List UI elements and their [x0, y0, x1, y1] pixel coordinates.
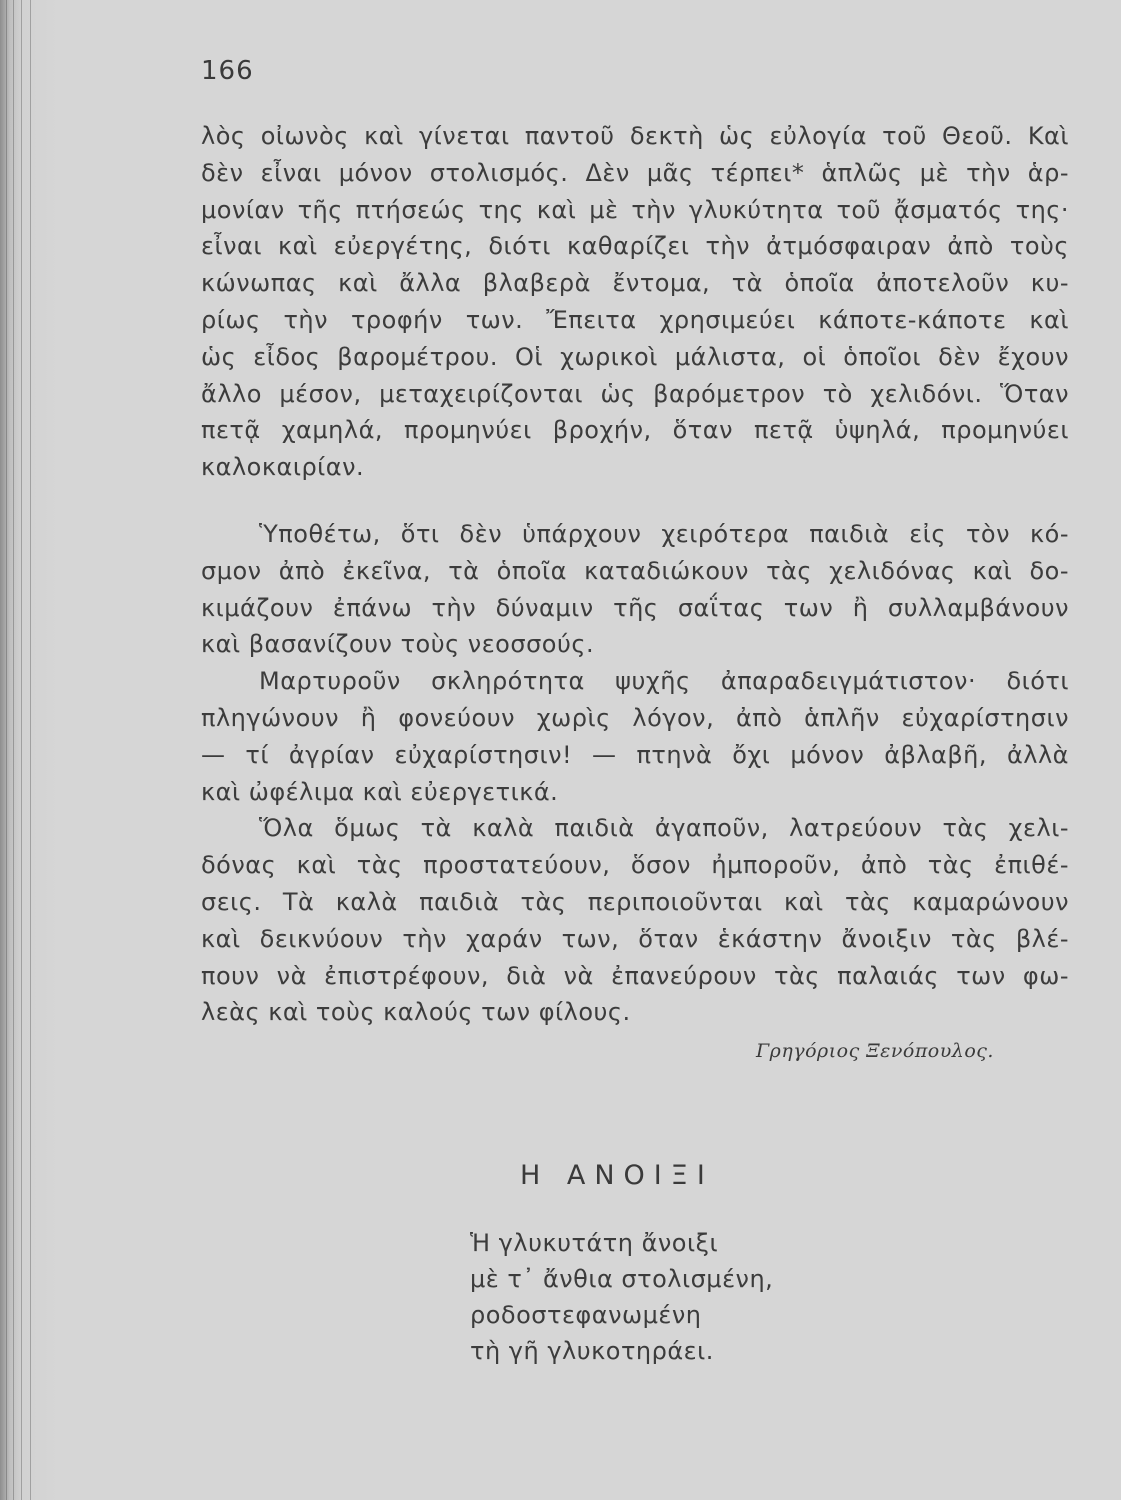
text-line: καὶ δεικνύουν τὴν χαράν των, ὅταν ἑκάστην ἄνοιξιν τὰς βλέ- [201, 924, 1069, 953]
text-line: καλοκαιρίαν. [201, 453, 365, 482]
text-line: Ὑποθέτω, ὅτι δὲν ὑπάρχουν χειρότερα παιδιὰ εἰς τὸν κό- [259, 519, 1069, 548]
text-line: δὲν εἶναι μόνον στολισμός. Δὲν μᾶς τέρπει* ἁπλῶς μὲ τὴν ἁρ- [201, 158, 1069, 187]
text-line: πουν νὰ ἐπιστρέφουν, διὰ νὰ ἐπανεύρουν τὰς παλαιάς των φω- [201, 961, 1069, 990]
text-line: — τί ἀγρίαν εὐχαρίστησιν! — πτηνὰ ὄχι μόνον ἀβλαβῆ, ἀλλὰ [201, 740, 1069, 769]
text-line: κιμάζουν ἐπάνω τὴν δύναμιν τῆς σαΐτας των ἢ συλλαμβάνουν [201, 593, 1069, 622]
text-line: Ὅλα ὅμως τὰ καλὰ παιδιὰ ἀγαποῦν, λατρεύουν τὰς χελι- [259, 814, 1069, 843]
page-number: 166 [201, 56, 254, 86]
text-line: λεὰς καὶ τοὺς καλούς των φίλους. [201, 998, 631, 1027]
paragraph-1 [201, 118, 1069, 486]
text-line: λὸς οἰωνὸς καὶ γίνεται παντοῦ δεκτὴ ὡς εὐλογία τοῦ Θεοῦ. Καὶ [201, 122, 1069, 150]
paragraph-gap [201, 486, 1069, 516]
binding-line [13, 0, 14, 1500]
text-line: Μαρτυροῦν σκληρότητα ψυχῆς ἀπαραδειγμάτιστον· διότι [259, 667, 1069, 696]
text-line: πληγώνουν ἢ φονεύουν χωρὶς λόγον, ἀπὸ ἁπλῆν εὐχαρίστησιν [201, 703, 1069, 732]
poem-line: Ἡ γλυκυτάτη ἄνοιξι [470, 1229, 719, 1257]
poem-stanza [470, 1225, 773, 1369]
text-line: σμον ἀπὸ ἐκεῖνα, τὰ ὁποῖα καταδιώκουν τὰς χελιδόνας καὶ δο- [201, 556, 1069, 585]
paragraph-3 [201, 663, 1069, 810]
text-line: ρίως τὴν τροφήν των. Ἔπειτα χρησιμεύει κάποτε-κάποτε καὶ [201, 305, 1069, 334]
poem-line: τὴ γῆ γλυκοτηράει. [470, 1337, 714, 1365]
text-line: ὡς εἶδος βαρομέτρου. Οἱ χωρικοὶ μάλιστα, οἱ ὁποῖοι δὲν ἔχουν [201, 342, 1069, 371]
paragraph-2 [201, 516, 1069, 663]
text-line: καὶ ὠφέλιμα καὶ εὐεργετικά. [201, 777, 559, 806]
text-line: δόνας καὶ τὰς προστατεύουν, ὅσον ἠμποροῦν, ἀπὸ τὰς ἐπιθέ- [201, 851, 1069, 880]
poem-line: ροδοστεφανωμένη [470, 1301, 702, 1329]
poem-title: Η ΑΝΟΙΞΙ [520, 1160, 714, 1191]
text-line: καὶ βασανίζουν τοὺς νεοσσούς. [201, 630, 595, 659]
text-line: κώνωπας καὶ ἄλλα βλαβερὰ ἔντομα, τὰ ὁποῖα ἀποτελοῦν κυ- [201, 269, 1069, 298]
text-line: ἄλλο μέσον, μεταχειρίζονται ὡς βαρόμετρον τὸ χελιδόνι. Ὅταν [201, 379, 1069, 408]
binding-line [30, 0, 31, 1500]
poem-line: μὲ τ᾽ ἄνθια στολισμένη, [470, 1265, 774, 1293]
text-line: σεις. Τὰ καλὰ παιδιὰ τὰς περιποιοῦνται καὶ τὰς καμαρώνουν [201, 887, 1069, 916]
paragraph-4 [201, 810, 1069, 1031]
text-line: πετᾷ χαμηλά, προμηνύει βροχήν, ὅταν πετᾷ ὑψηλά, προμηνύει [201, 416, 1069, 445]
binding-line [21, 0, 22, 1500]
author-signature: Γρηγόριος Ξενόπουλος. [756, 1040, 994, 1062]
body-text [201, 118, 1069, 1031]
binding-line [6, 0, 7, 1500]
text-line: μονίαν τῆς πτήσεώς της καὶ μὲ τὴν γλυκύτητα τοῦ ᾄσματός της· [201, 195, 1069, 224]
text-line: εἶναι καὶ εὐεργέτης, διότι καθαρίζει τὴν ἀτμόσφαιραν ἀπὸ τοὺς [201, 232, 1069, 261]
